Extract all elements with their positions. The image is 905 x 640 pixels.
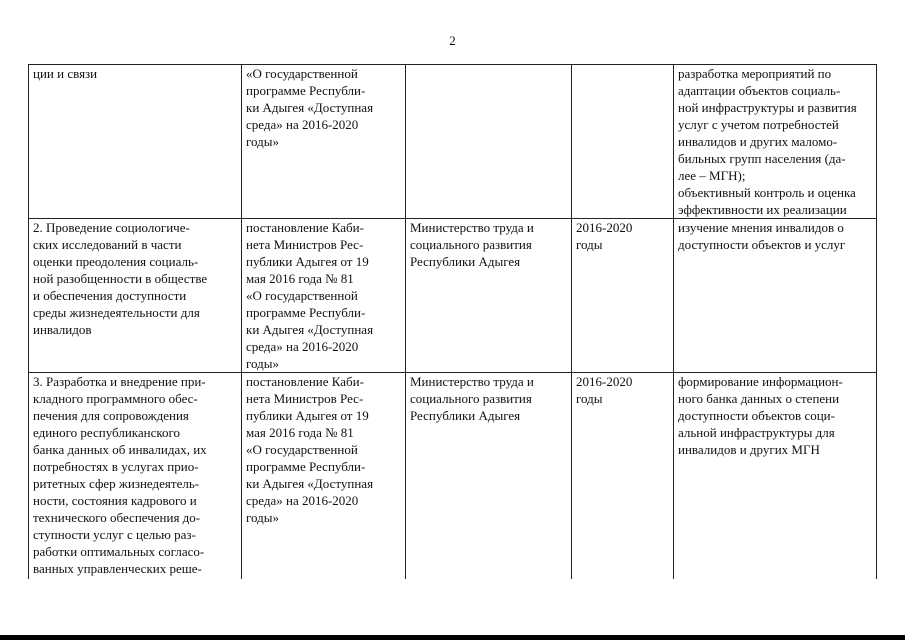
scan-edge-bar xyxy=(0,635,905,640)
measure-text: 2. Проведение социологиче- ских исследований в части оценки преодоления социаль- ной разобщенности в обществе и обеспечения доступности среды жизнедеятельности для инвалидов xyxy=(33,220,208,337)
table-row xyxy=(29,65,877,219)
period-text: 2016-2020 годы xyxy=(576,220,633,252)
result-text: разработка мероприятий по адаптации объектов социаль- ной инфраструктуры и развития услуг с учетом потребностей инвалидов и других маломо- бильных групп населения (да- лее – МГН); объективный контроль и оценка эффективности их реализации xyxy=(678,66,857,217)
legal-basis-cell xyxy=(242,373,406,580)
result-cell xyxy=(674,219,877,373)
result-cell xyxy=(674,373,877,580)
page-number: 2 xyxy=(449,33,456,48)
result-text: изучение мнения инвалидов о доступности объектов и услуг xyxy=(678,220,846,252)
executor-cell xyxy=(406,219,572,373)
executor-cell xyxy=(406,65,572,219)
measures-table xyxy=(28,64,877,579)
period-cell xyxy=(572,65,674,219)
executor-text: Министерство труда и социального развития Республики Адыгея xyxy=(410,374,534,423)
legal-basis-text: постановление Каби- нета Министров Рес- публики Адыгея от 19 мая 2016 года № 81 «О государственной программе Республи- ки Адыгея «Доступная среда» на 2016-2020 годы» xyxy=(246,374,374,525)
legal-basis-cell xyxy=(242,65,406,219)
period-cell xyxy=(572,219,674,373)
legal-basis-text: постановление Каби- нета Министров Рес- публики Адыгея от 19 мая 2016 года № 81 «О государственной программе Республи- ки Адыгея «Доступная среда» на 2016-2020 годы» xyxy=(246,220,374,371)
table-row xyxy=(29,373,877,580)
table-row xyxy=(29,219,877,373)
measure-cell xyxy=(29,219,242,373)
measure-cell xyxy=(29,65,242,219)
measure-cell xyxy=(29,373,242,580)
measure-text: 3. Разработка и внедрение при- кладного программного обес- печения для сопровождения единого республиканского банка данных об инвалидах, их потребностях в услугах прио- ритетных сфер жизнедеятель- ности, состояния кадрового и технического обеспечения до- ступности услуг с целью раз- работки оптимальных согласо- ванных управленческих реше- xyxy=(33,374,207,576)
executor-cell xyxy=(406,373,572,580)
legal-basis-text: «О государственной программе Республи- ки Адыгея «Доступная среда» на 2016-2020 годы» xyxy=(246,66,374,149)
legal-basis-cell xyxy=(242,219,406,373)
period-cell xyxy=(572,373,674,580)
result-text: формирование информацион- ного банка данных о степени доступности объектов соци- альной инфраструктуры для инвалидов и других МГН xyxy=(678,374,843,457)
period-text: 2016-2020 годы xyxy=(576,374,633,406)
executor-text: Министерство труда и социального развития Республики Адыгея xyxy=(410,220,534,269)
measure-text: ции и связи xyxy=(33,66,98,81)
result-cell xyxy=(674,65,877,219)
